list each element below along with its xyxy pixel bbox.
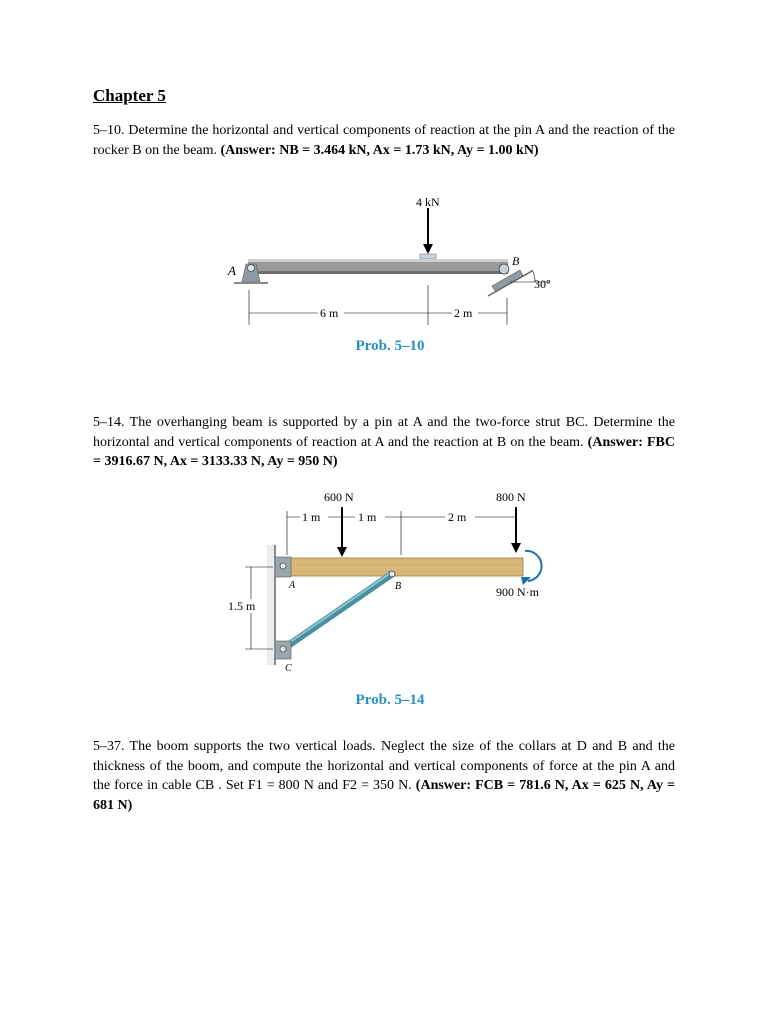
point-a-label: A bbox=[228, 263, 236, 278]
rocker-b bbox=[499, 264, 509, 274]
load-label: 4 kN bbox=[416, 195, 440, 209]
strut-bc bbox=[283, 574, 392, 649]
load-600-label: 600 N bbox=[324, 490, 354, 504]
problem-5-14-text bbox=[93, 413, 675, 472]
load-800-label: 800 N bbox=[496, 490, 526, 504]
angle-label: 30° bbox=[534, 277, 551, 291]
point-b-label: B bbox=[512, 254, 520, 268]
wall bbox=[267, 545, 275, 665]
load-plate bbox=[420, 254, 436, 259]
load-arrowhead bbox=[423, 244, 433, 254]
problem-answer: (Answer: FBC = 3916.67 N, Ax = 3133.33 N, Ay = 950 N) bbox=[93, 434, 675, 469]
moment-arc bbox=[525, 551, 542, 581]
figure-5-10 bbox=[220, 190, 560, 330]
problem-text: 5–14. The overhanging beam is supported by a pin at A and the two-force strut BC. Determine the horizontal and vertical components of reaction at A and the reaction at B on the beam. bbox=[93, 415, 675, 450]
caption-5-10: Prob. 5–10 bbox=[355, 338, 425, 354]
load-800-arrowhead bbox=[511, 543, 521, 553]
beam-top-flange bbox=[248, 259, 508, 262]
problem-answer: (Answer: FCB = 781.6 N, Ax = 625 N, Ay = 681 N) bbox=[93, 778, 676, 813]
dim3-label: 2 m bbox=[448, 510, 467, 524]
problem-text: 5–37. The boom supports the two vertical loads. Neglect the size of the collars at D and B and the thickness of the boom, and compute the horizontal and vertical components of force at the pin A and the force in cable CB . Set F1 = 800 N and F2 = 350 N. bbox=[93, 739, 675, 793]
point-b-label: B bbox=[395, 581, 402, 592]
incline-surface bbox=[488, 271, 532, 296]
problem-text: 5–10. Determine the horizontal and vertical components of reaction at the pin A and the reaction of the rocker B on the beam. bbox=[93, 123, 675, 158]
strut-highlight bbox=[283, 572, 392, 647]
pin-b bbox=[389, 571, 395, 577]
dim1-label: 1 m bbox=[302, 510, 321, 524]
problem-5-10-text bbox=[93, 121, 675, 160]
pin-a bbox=[280, 563, 286, 569]
moment-label: 900 N·m bbox=[496, 585, 539, 599]
wood-beam bbox=[287, 558, 523, 576]
problem-5-37-text bbox=[93, 737, 675, 815]
beam-bottom-flange bbox=[248, 271, 508, 274]
dim-height-label: 1.5 m bbox=[228, 599, 256, 613]
dim-left-label: 6 m bbox=[320, 306, 339, 320]
figure-5-14 bbox=[225, 485, 565, 685]
load-600-arrowhead bbox=[337, 547, 347, 557]
point-c-label: C bbox=[285, 663, 292, 674]
caption-5-14: Prob. 5–14 bbox=[355, 692, 425, 708]
point-a-label: A bbox=[289, 580, 296, 591]
dim-right-label: 2 m bbox=[454, 306, 473, 320]
pin-a bbox=[248, 265, 255, 272]
pin-c bbox=[280, 646, 286, 652]
chapter-title: Chapter 5 bbox=[93, 86, 166, 105]
problem-answer: (Answer: NB = 3.464 kN, Ax = 1.73 kN, Ay = 1.00 kN) bbox=[220, 142, 539, 158]
dim2-label: 1 m bbox=[358, 510, 377, 524]
